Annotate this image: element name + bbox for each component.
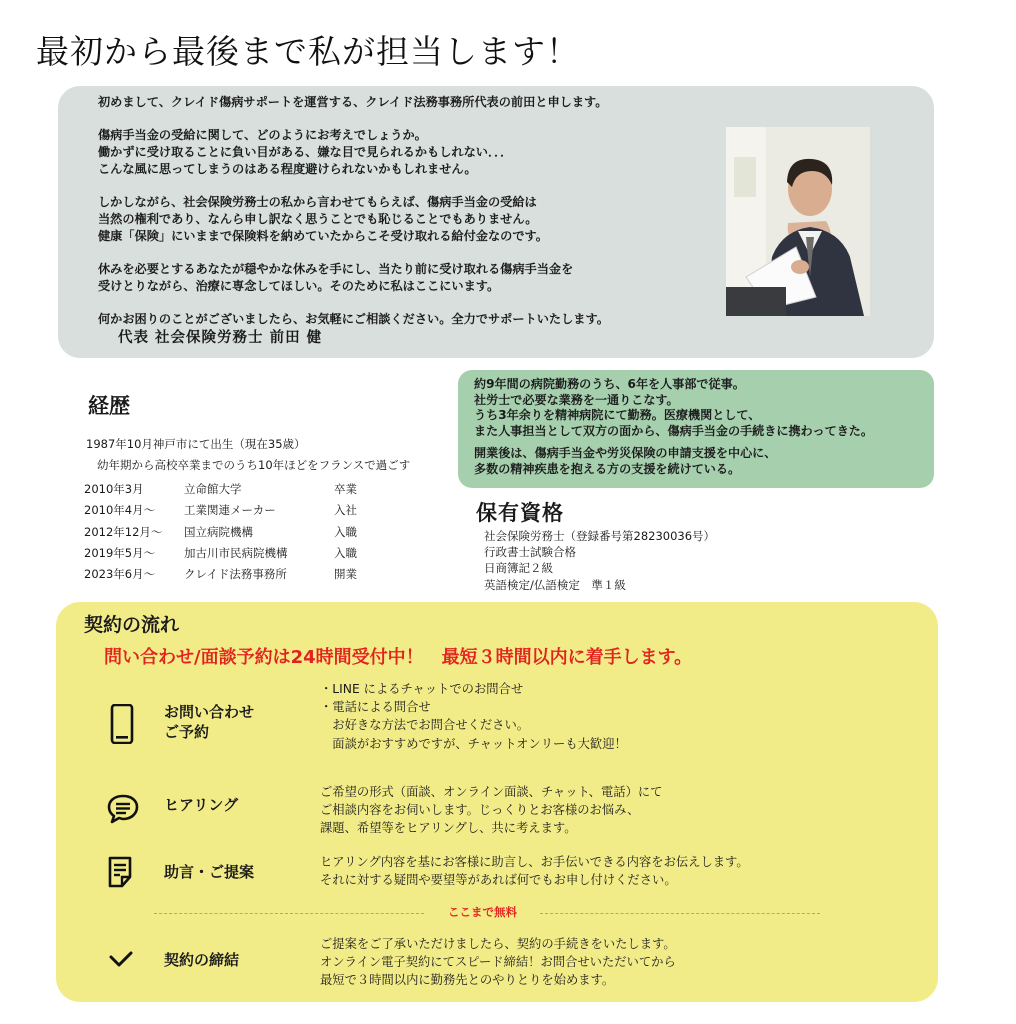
free-divider-right: [540, 913, 820, 914]
intro-line: 何かお困りのことがございましたら、お気軽にご相談ください。全力でサポートいたします。: [98, 312, 609, 326]
experience-line: うち3年余りを精神病院にて勤務。医療機関として、: [474, 408, 761, 423]
intro-line: 受けとりながら、治療に専念してほしい。そのために私はここにいます。: [98, 279, 500, 293]
smartphone-icon: [106, 704, 138, 744]
intro-line: 健康「保険」にいままで保険料を納めていたからこそ受け取れる給付金なのです。: [98, 229, 548, 243]
step-label: 助言・ご提案: [164, 863, 255, 881]
career-date: 2023年6月～: [84, 567, 156, 582]
career-row: [84, 502, 394, 523]
experience-line: また人事担当として双方の面から、傷病手当金の手続きに携わってきた。: [474, 423, 873, 438]
step-description: [320, 680, 627, 753]
experience-line: 開業後は、傷病手当金や労災保険の申請支援を中心に、: [474, 446, 777, 461]
career-row: [84, 545, 394, 566]
step-desc-line: それに対する疑問や要望等があれば何でもお申し付けください。: [320, 873, 677, 888]
step-desc-line: ご提案をご了承いただけましたら、契約の手続きをいたします。: [320, 937, 676, 951]
step-desc-line: ヒアリング内容を基にお客様に助言し、お手伝いできる内容をお伝えします。: [320, 855, 749, 869]
free-label: ここまで無料: [448, 905, 517, 919]
page-title: 最初から最後まで私が担当します！: [36, 32, 580, 71]
intro-line: こんな風に思ってしまうのはある程度避けられないかもしれません。: [98, 162, 477, 176]
flow-subheading: 問い合わせ/面談予約は24時間受付中！ 最短３時間以内に着手します。: [104, 647, 693, 668]
step-description: [320, 935, 676, 990]
flow-heading: 契約の流れ: [84, 614, 180, 636]
career-table: [84, 481, 394, 587]
career-status: 入社: [334, 503, 357, 518]
step-desc-line: ご相談内容をお伺いします。じっくりとお客様のお悩み、: [320, 803, 640, 818]
intro-line: 当然の権利であり、なんら申し訳なく思うことでも恥じることでもありません。: [98, 212, 538, 226]
step-desc-line: 最短で３時間以内に勤務先とのやりとりを始めます。: [320, 973, 615, 988]
document-icon: [106, 855, 138, 895]
career-status: 卒業: [334, 482, 357, 496]
career-birth: 1987年10月神戸市にて出生（現在35歳）: [86, 437, 306, 451]
career-date: 2010年4月～: [84, 503, 156, 518]
step-desc-line: ・電話による問合せ: [320, 700, 431, 715]
career-date: 2012年12月～: [84, 524, 163, 539]
step-label: 契約の締結: [164, 951, 240, 969]
step-label-line: ご予約: [164, 723, 210, 741]
signature: 代表 社会保険労務士 前田 健: [118, 330, 323, 346]
step-desc-line: オンライン電子契約にてスピード締結！お問合せいただいてから: [320, 955, 676, 970]
career-org: 加古川市民病院機構: [184, 545, 288, 560]
step-desc-line: 課題、希望等をヒアリングし、共に考えます。: [320, 821, 577, 836]
step-desc-line: 面談がおすすめですが、チャットオンリーも大歓迎！: [320, 736, 627, 751]
free-divider-left: [154, 913, 424, 914]
intro-line: 傷病手当金の受給に関して、どのようにお考えでしょうか。: [98, 128, 427, 142]
career-status: 入職: [334, 545, 357, 560]
career-org: 国立病院機構: [184, 524, 253, 539]
checkmark-icon: [106, 948, 138, 988]
chat-bubble-icon: [106, 791, 138, 831]
career-row: [84, 524, 394, 545]
career-row: [84, 566, 394, 587]
career-heading: 経歴: [88, 394, 130, 418]
step-label: [164, 702, 254, 742]
experience-line: 多数の精神疾患を抱える方の支援を続けている。: [474, 461, 741, 476]
step-desc-line: お好きな方法でお問合せください。: [320, 718, 530, 733]
career-row: [84, 481, 394, 502]
intro-line: しかしながら、社会保険労務士の私から言わせてもらえば、傷病手当金の受給は: [98, 195, 537, 209]
step-description: [320, 853, 749, 889]
qualifications-heading: 保有資格: [476, 501, 564, 525]
intro-line: 初めまして、クレイド傷病サポートを運営する、クレイド法務事務所代表の前田と申します。: [98, 95, 608, 109]
representative-photo: [726, 127, 870, 316]
career-org: クレイド法務事務所: [184, 567, 287, 582]
step-description: [320, 783, 662, 838]
qualification-item: 社会保険労務士（登録番号第28230036号）: [484, 529, 716, 543]
experience-line: 社労士で必要な業務を一通りこなす。: [474, 392, 679, 407]
career-date: 2019年5月～: [84, 545, 156, 560]
career-org: 立命館大学: [184, 482, 242, 496]
step-desc-line: ご希望の形式（面談、オンライン面談、チャット、電話）にて: [320, 785, 663, 799]
career-org: 工業関連メーカー: [184, 503, 276, 518]
experience-text: [474, 377, 924, 485]
career-childhood: 幼年期から高校卒業までのうち10年ほどをフランスで過ごす: [97, 458, 411, 472]
qualification-item: 英語検定/仏語検定 準１級: [484, 577, 626, 592]
step-desc-line: ・LINE によるチャットでのお問合せ: [320, 682, 524, 696]
qualification-item: 行政書士試験合格: [484, 545, 576, 560]
qualification-item: 日商簿記２級: [484, 561, 553, 576]
step-label-line: お問い合わせ: [164, 703, 255, 721]
career-status: 入職: [334, 524, 357, 539]
experience-line: 約9年間の病院勤務のうち、6年を人事部で従事。: [474, 377, 745, 391]
intro-line: 働かずに受け取ることに負い目がある、嫌な目で見られるかもしれない．．．: [98, 145, 513, 159]
step-label: ヒアリング: [164, 796, 239, 814]
career-date: 2010年3月: [84, 482, 144, 496]
intro-line: 休みを必要とするあなたが穏やかな休みを手にし、当たり前に受け取れる傷病手当金を: [98, 262, 574, 276]
intro-message: [98, 94, 718, 344]
career-status: 開業: [334, 567, 357, 582]
qualifications-list: [484, 528, 715, 593]
